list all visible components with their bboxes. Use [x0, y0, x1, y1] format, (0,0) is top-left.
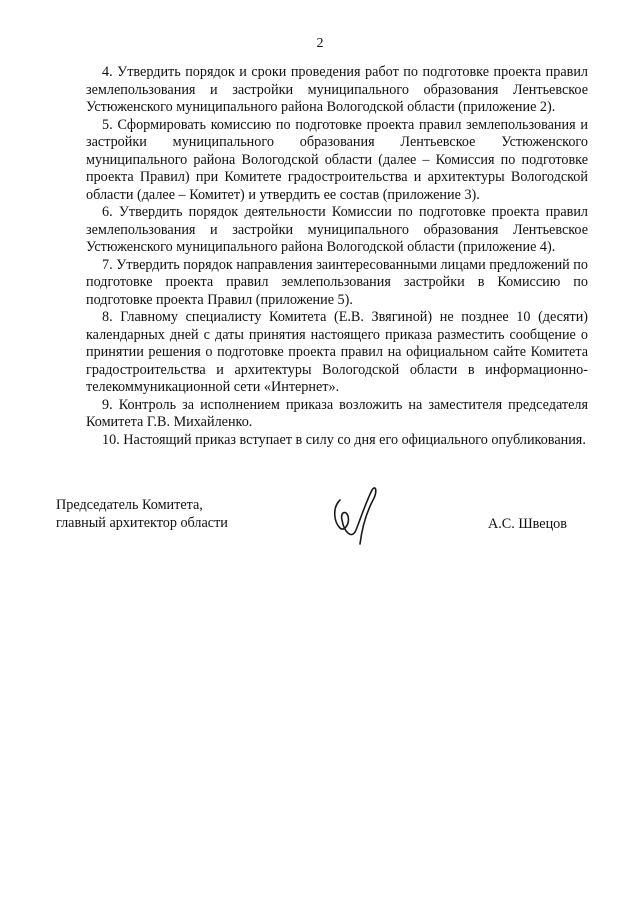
paragraph-number: 5.: [102, 116, 113, 133]
signatory-position: [56, 496, 228, 532]
paragraph-4: [86, 64, 588, 117]
paragraph-number: 8.: [102, 309, 113, 325]
signature-block: [56, 496, 596, 556]
position-line-1: Председатель Комитета,: [56, 497, 203, 513]
paragraph-number: 6.: [102, 204, 113, 220]
paragraph-6: [86, 204, 588, 257]
paragraph-7: [86, 257, 588, 310]
paragraph-5: [86, 117, 588, 205]
paragraph-10: [86, 432, 588, 450]
paragraph-text: Утвердить порядок и сроки проведения работ по подготовке проекта правил землепользования и застройки муниципального образования Лентьевское Устюженского муниципального района Вологодской области (приложение 2).: [86, 64, 588, 115]
page-number: 2: [316, 36, 324, 51]
paragraph-text: Утвердить порядок направления заинтересованными лицами предложений по подготовке проекта правил землепользования застройки в Комиссию по подготовке проекта Правил (приложение 5).: [86, 256, 588, 308]
paragraph-number: 10.: [102, 431, 120, 448]
handwritten-signature: [326, 482, 390, 548]
paragraph-text: Утвердить порядок деятельности Комиссии по подготовке проекта правил землепользования и застройки муниципального образования Лентьевское Устюженского муниципального района Вологодской области (приложение 4).: [86, 204, 588, 255]
paragraph-text: Контроль за исполнением приказа возложить на заместителя председателя Комитета Г.В. Михайленко.: [86, 396, 588, 430]
order-body: [86, 64, 588, 449]
position-line-2: главный архитектор области: [56, 515, 228, 531]
paragraph-number: 9.: [102, 396, 113, 413]
paragraph-8: [86, 309, 588, 397]
paragraph-text: Настоящий приказ вступает в силу со дня его официального опубликования.: [123, 431, 586, 448]
paragraph-number: 7.: [102, 256, 113, 273]
signatory-name: А.С. Швецов: [488, 516, 567, 532]
paragraph-number: 4.: [102, 64, 113, 80]
paragraph-9: [86, 397, 588, 432]
paragraph-text: Сформировать комиссию по подготовке проекта правил землепользования и застройки муниципального образования Лентьевское Устюженского муниципального района Вологодской области (далее – Комиссия по подготовке проекта Правил) при Комитете градостроительства и архитектуры Вологодской области (далее – Комитет) и утвердить ее состав (приложение 3).: [86, 116, 589, 203]
paragraph-text: Главному специалисту Комитета (Е.В. Звягиной) не позднее 10 (десяти) календарных дней с даты принятия настоящего приказа разместить сообщение о принятии решения о подготовке проекта правил на официальном сайте Комитета градостроительства и архитектуры Вологодской области в информационно-телекоммуникационной сети «Интернет».: [86, 309, 589, 395]
